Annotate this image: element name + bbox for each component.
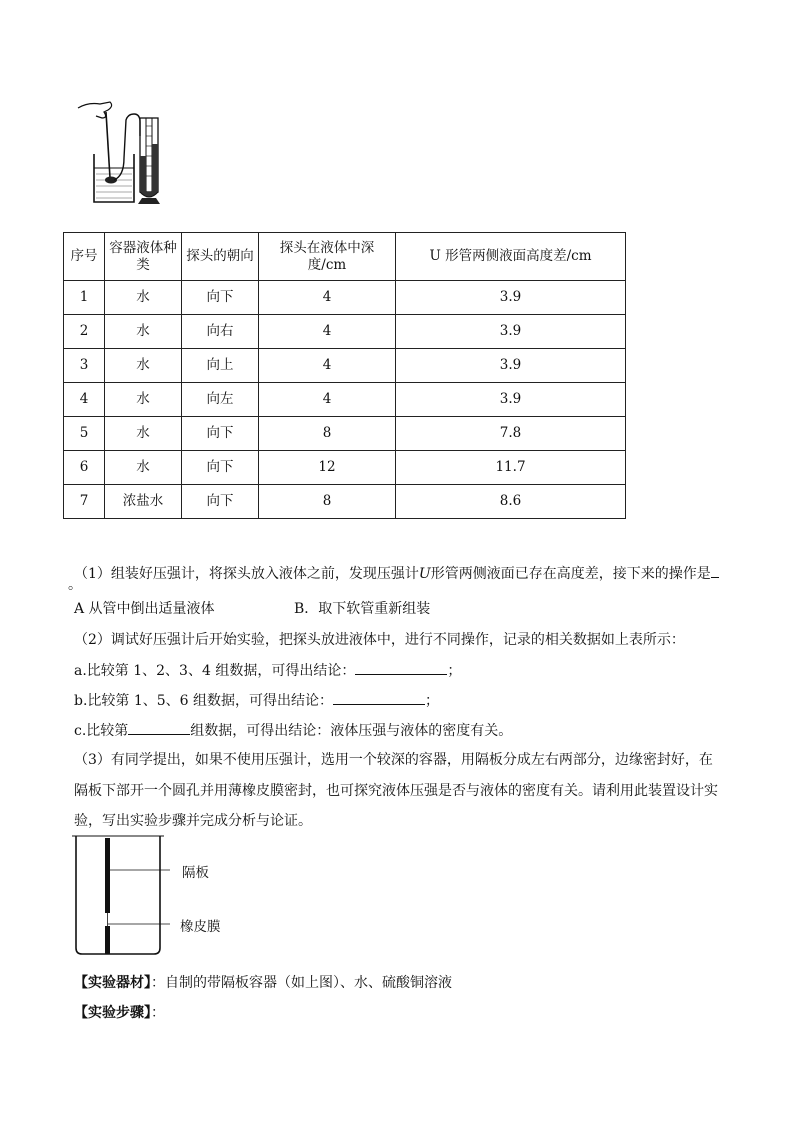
cell-index: 6 bbox=[64, 451, 105, 485]
q2-c-blank[interactable] bbox=[128, 720, 190, 735]
cell-height-diff: 11.7 bbox=[396, 451, 626, 485]
cell-index: 2 bbox=[64, 315, 105, 349]
cell-depth: 4 bbox=[259, 315, 396, 349]
table-row bbox=[64, 451, 626, 485]
cell-depth: 4 bbox=[259, 383, 396, 417]
cell-height-diff: 3.9 bbox=[396, 281, 626, 315]
q2-b-blank[interactable] bbox=[333, 690, 425, 705]
cell-liquid: 水 bbox=[105, 349, 182, 383]
q2-a-blank[interactable] bbox=[355, 660, 447, 675]
table-header-row bbox=[64, 233, 626, 281]
cell-liquid: 水 bbox=[105, 417, 182, 451]
header-index: 序号 bbox=[64, 233, 105, 281]
table-row bbox=[64, 349, 626, 383]
cell-height-diff: 3.9 bbox=[396, 315, 626, 349]
cell-direction: 向左 bbox=[182, 383, 259, 417]
materials-line bbox=[74, 972, 452, 992]
cell-liquid: 水 bbox=[105, 315, 182, 349]
steps-text: ： bbox=[151, 1005, 165, 1021]
cell-direction: 向下 bbox=[182, 417, 259, 451]
cell-height-diff: 8.6 bbox=[396, 485, 626, 519]
pressure-gauge-figure bbox=[74, 96, 178, 208]
q1-end-mark: 。 bbox=[68, 577, 82, 593]
table-row bbox=[64, 315, 626, 349]
q2-c-prefix: c.比较第 bbox=[74, 723, 129, 739]
membrane-label: 橡皮膜 bbox=[180, 919, 221, 935]
cell-index: 7 bbox=[64, 485, 105, 519]
cell-direction: 向下 bbox=[182, 281, 259, 315]
cell-height-diff: 3.9 bbox=[396, 383, 626, 417]
q1-answer-blank[interactable] bbox=[711, 563, 719, 578]
partition-container-figure bbox=[70, 834, 170, 958]
header-liquid: 容器液体种类 bbox=[105, 233, 182, 281]
cell-height-diff: 3.9 bbox=[396, 349, 626, 383]
cell-index: 5 bbox=[64, 417, 105, 451]
cell-height-diff: 7.8 bbox=[396, 417, 626, 451]
q2-c-suffix: 组数据，可得出结论：液体压强与液体的密度有关。 bbox=[190, 723, 513, 739]
q1-option-b[interactable]: B．取下软管重新组装 bbox=[294, 601, 431, 617]
steps-line bbox=[74, 1002, 165, 1022]
table-row bbox=[64, 485, 626, 519]
partition-label: 隔板 bbox=[182, 865, 209, 881]
cell-direction: 向上 bbox=[182, 349, 259, 383]
materials-label: 【实验器材】 bbox=[74, 975, 151, 991]
cell-index: 3 bbox=[64, 349, 105, 383]
table-row bbox=[64, 383, 626, 417]
q1-text bbox=[74, 563, 719, 583]
materials-text: ：自制的带隔板容器（如上图）、水、硫酸铜溶液 bbox=[151, 975, 452, 991]
q3-line1: （3）有同学提出，如果不使用压强计，选用一个较深的容器，用隔板分成左右两部分，边缘密封好，在 bbox=[74, 752, 713, 768]
q2-intro: （2）调试好压强计后开始实验，把探头放进液体中，进行不同操作，记录的相关数据如上表所示： bbox=[74, 632, 685, 648]
cell-liquid: 水 bbox=[105, 281, 182, 315]
data-table bbox=[63, 232, 626, 519]
cell-depth: 8 bbox=[259, 485, 396, 519]
header-depth: 探头在液体中深度/cm bbox=[259, 233, 396, 281]
table-row bbox=[64, 281, 626, 315]
cell-depth: 12 bbox=[259, 451, 396, 485]
cell-direction: 向下 bbox=[182, 451, 259, 485]
cell-depth: 4 bbox=[259, 281, 396, 315]
cell-depth: 8 bbox=[259, 417, 396, 451]
cell-index: 1 bbox=[64, 281, 105, 315]
cell-liquid: 浓盐水 bbox=[105, 485, 182, 519]
q2-c-line bbox=[74, 720, 512, 740]
cell-direction: 向右 bbox=[182, 315, 259, 349]
cell-depth: 4 bbox=[259, 349, 396, 383]
q1-option-a[interactable]: A 从管中倒出适量液体 bbox=[74, 601, 215, 617]
q1-text-after: 形管两侧液面已存在高度差，接下来的操作是 bbox=[430, 566, 711, 582]
q2-b-end: ； bbox=[425, 693, 440, 709]
cell-liquid: 水 bbox=[105, 451, 182, 485]
q2-b-text: b.比较第 1、5、6 组数据，可得出结论： bbox=[74, 693, 334, 709]
cell-direction: 向下 bbox=[182, 485, 259, 519]
header-height-diff: U 形管两侧液面高度差/cm bbox=[396, 233, 626, 281]
q2-a-line bbox=[74, 660, 461, 680]
table-body bbox=[64, 281, 626, 519]
header-direction: 探头的朝向 bbox=[182, 233, 259, 281]
cell-index: 4 bbox=[64, 383, 105, 417]
cell-liquid: 水 bbox=[105, 383, 182, 417]
q3-line3: 验，写出实验步骤并完成分析与论证。 bbox=[74, 813, 312, 829]
q2-b-line bbox=[74, 690, 439, 710]
q1-text-before: （1）组装好压强计，将探头放入液体之前，发现压强计 bbox=[74, 566, 419, 582]
q3-line2: 隔板下部开一个圆孔并用薄橡皮膜密封，也可探究液体压强是否与液体的密度有关。请利用此装置设计实 bbox=[74, 783, 718, 799]
steps-label: 【实验步骤】 bbox=[74, 1005, 151, 1021]
q2-a-end: ； bbox=[447, 663, 462, 679]
q1-italic-u: U bbox=[418, 566, 431, 582]
table-row bbox=[64, 417, 626, 451]
q2-a-text: a.比较第 1、2、3、4 组数据，可得出结论： bbox=[74, 663, 356, 679]
